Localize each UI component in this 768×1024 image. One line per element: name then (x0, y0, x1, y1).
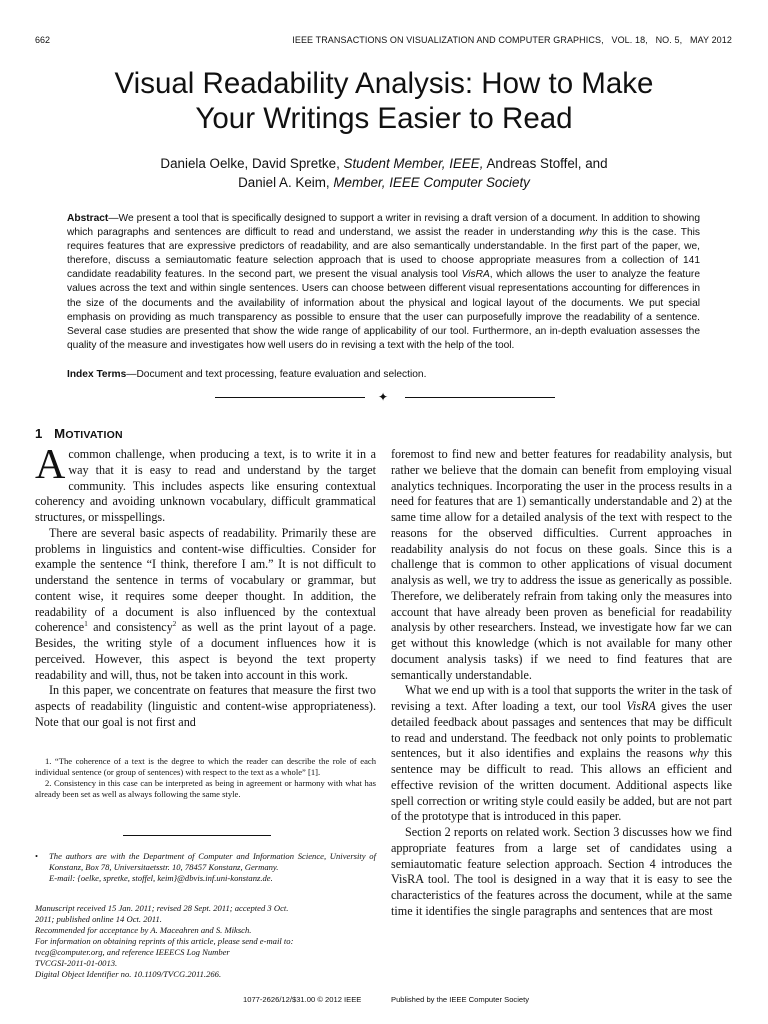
publication-info-line: Digital Object Identifier no. 10.1109/TVCG.2011.266. (35, 969, 222, 979)
paragraph: In this paper, we concentrate on features that measure the first two aspects of readability (linguistic and content-wise appropriateness). Note that our goal is not first and (35, 683, 376, 729)
footnote-marker: 2 (172, 620, 177, 629)
abstract-text-1: —We present a tool that is specifically designed to support a writer in revising a draft version of a document. In addition to showing which paragraphs and sentences are difficult to read and understand, we assist the reader in understanding (67, 213, 700, 239)
copyright-footer: 1077-2626/12/$31.00 © 2012 IEEE (243, 995, 362, 1004)
paragraph (35, 442, 376, 526)
footnote: 2. Consistency in this case can be interpreted as being in agreement or harmony with what has already been set as well as always following the same style. (35, 778, 376, 799)
section-number: 1 (35, 426, 43, 441)
publication-info (35, 903, 376, 980)
paragraph (391, 683, 732, 825)
paragraph-text: and consistency (87, 620, 173, 635)
abstract-text-3: , which allows the user to analyze the feature values across the text and within single sentences. Users can choose between different visual representations accounting for differences in the size of the documents and the availability of information about the physical and logical layout of the documents. We put special emphasis on providing as much transparency as possible to ensure that the user can purposefully improve the readability of a sentence. Several case studies are presented that show the wide range of applicability of our tool. Furthermore, an in-depth evaluation assesses the quality of the measure and investigates how well users do in revising a text with the help of the tool. (67, 269, 700, 351)
bullet-icon: • (35, 851, 39, 861)
section-heading (35, 426, 123, 441)
footnotes (35, 756, 376, 800)
affiliation-text (49, 851, 376, 884)
divider-line-left (215, 397, 365, 398)
paper-title-line-2: Your Writings Easier to Read (195, 102, 573, 135)
section-title-cap: M (54, 426, 66, 441)
authors-names-2: Daniel A. Keim, (238, 175, 330, 190)
paragraph: Section 2 reports on related work. Section 3 discusses how we find appropriate features from a large set of candidates using a semiautomatic feature selection approach. Section 4 introduces the VisRA tool. The tool is designed in a way that it is easy to see the characteristics of the features across the document, while at the same time it identifies the single paragraphs and sentences that are most (391, 825, 732, 918)
page-number: 662 (35, 35, 51, 45)
paper-title (40, 66, 728, 136)
tool-name: VisRA (626, 699, 656, 713)
emphasis-why: why (689, 746, 709, 761)
right-column (391, 447, 732, 920)
publication-info-line: TVCGSI-2011-01-0013. (35, 958, 118, 968)
paragraph-text: as well as the print layout of a page. Besides, the writing style of a document influences how it is perceived. However, this aspect is beyond the text property readability and will, thus, not be taken into account in this work. (35, 620, 376, 682)
drop-cap: A (35, 442, 66, 488)
publication-info-line: 2011; published online 14 Oct. 2011. (35, 914, 162, 924)
paragraph-text: common challenge, when producing a text, is to write it in a way that it is easy to read and understand by the target community. This includes aspects like ensuring contextual coherency and avoiding unknown vocabulary, difficult grammatical structures, or misspellings. (35, 447, 376, 524)
paragraph-text: What we end up with is a tool that supports the writer in the task of revising a text. After loading a text, our tool (391, 683, 732, 713)
index-terms-text: —Document and text processing, feature evaluation and selection. (126, 369, 427, 380)
abstract-why: why (579, 227, 598, 239)
author-role-2: Member, IEEE Computer Society (333, 175, 530, 190)
abstract-text-2: this is the case. This requires features that are expressive predictors of readability, and are also semantically understandable. In the first part of the paper, we, therefore, discuss a semiautomatic feature selection approach that is used to choose appropriate measures from a collection of 141 candidate readability features. In the second part, we present the visual analysis tool (67, 227, 700, 281)
paragraph-text: gives the user detailed feedback about passages and sentences that may be difficult to read and understand. The feedback not only points to problematic sentences, but it also identifies and explains the reasons (391, 699, 732, 761)
publication-info-line: tvcg@computer.org, and reference IEEECS Log Number (35, 947, 230, 957)
paragraph-text: There are several basic aspects of readability. Primarily these are problems in linguistics and content-wise difficulties. Consider for example the sentence “I think, therefore I am.” It is not difficult to understand the sentence in terms of vocabulary or grammar, but content wise, it requires some deeper thought. In addition, the readability of a document is also influenced by the contextual coherence (35, 525, 376, 635)
index-terms (67, 369, 700, 380)
publication-info-line: For information on obtaining reprints of this article, please send e-mail to: (35, 936, 294, 946)
publisher-footer: Published by the IEEE Computer Society (391, 995, 530, 1004)
authors-names-1-end: Andreas Stoffel, and (486, 156, 608, 171)
paragraph (35, 526, 376, 684)
publication-info-line: Manuscript received 15 Jan. 2011; revised 28 Sept. 2011; accepted 3 Oct. (35, 903, 289, 913)
abstract-label: Abstract (67, 213, 109, 224)
footnote-marker: 1 (84, 620, 88, 629)
paper-title-line-1: Visual Readability Analysis: How to Make (114, 67, 654, 100)
paragraph: foremost to find new and better features for readability analysis, but rather we believe that the domain can benefit from employing visual analytics techniques. Incorporating the user in the process results in a need for features that are 1) semantically understandable and 2) at the same time allow for a detailed analysis of the text with respect to the reasons for the observed difficulties. Current approaches in readability analysis do not focus on these goals. Since this is a challenge that is common to other applications of visual document analysis as well, we try to address the issue as generically as possible. Therefore, we deliberately refrain from taking only the measures into account that have already been proven as beneficial for readability analysis by other researchers. Instead, we investigate how far we can get without this knowledge (which is not available for many other document analysis tasks) if we need to find features that are semantically understandable. (391, 447, 732, 682)
affiliation-email: E-mail: {oelke, spretke, stoffel, keim}@dbvis.inf.uni-konstanz.de. (49, 873, 273, 883)
divider-line-right (405, 397, 555, 398)
divider-diamond-icon: ✦ (378, 390, 389, 404)
footnote: 1. “The coherence of a text is the degree to which the reader can describe the role of each individual sentence (or group of sentences) with respect to the text as a whole” [1]. (35, 756, 376, 777)
journal-running-header: IEEE TRANSACTIONS ON VISUALIZATION AND COMPUTER GRAPHICS, VOL. 18, NO. 5, MAY 2012 (292, 35, 732, 45)
section-divider (215, 391, 555, 405)
paragraph-text: this sentence may be difficult to read. This allows an efficient and effective revision of the written document. Additional aspects like spell correction or writing style could easily be added, but are not part of the prototype that is introduced in this paper. (391, 746, 733, 824)
footnote-rule (123, 835, 271, 836)
abstract-visra: VisRA (461, 269, 490, 281)
section-title-rest: OTIVATION (65, 429, 123, 441)
author-affiliation (35, 851, 376, 884)
affiliation-address: The authors are with the Department of Computer and Information Science, University of Konstanz, Box 78, Universitaetsstr. 10, 78457 Konstanz, Germany. (49, 851, 376, 872)
left-column (35, 442, 376, 731)
abstract (67, 212, 700, 353)
author-list (40, 154, 728, 192)
author-role-1: Student Member, IEEE, (343, 156, 484, 171)
authors-names-1: Daniela Oelke, David Spretke, (160, 156, 340, 171)
publication-info-line: Recommended for acceptance by A. Maceahren and S. Miksch. (35, 925, 252, 935)
index-terms-label: Index Terms (67, 369, 127, 380)
